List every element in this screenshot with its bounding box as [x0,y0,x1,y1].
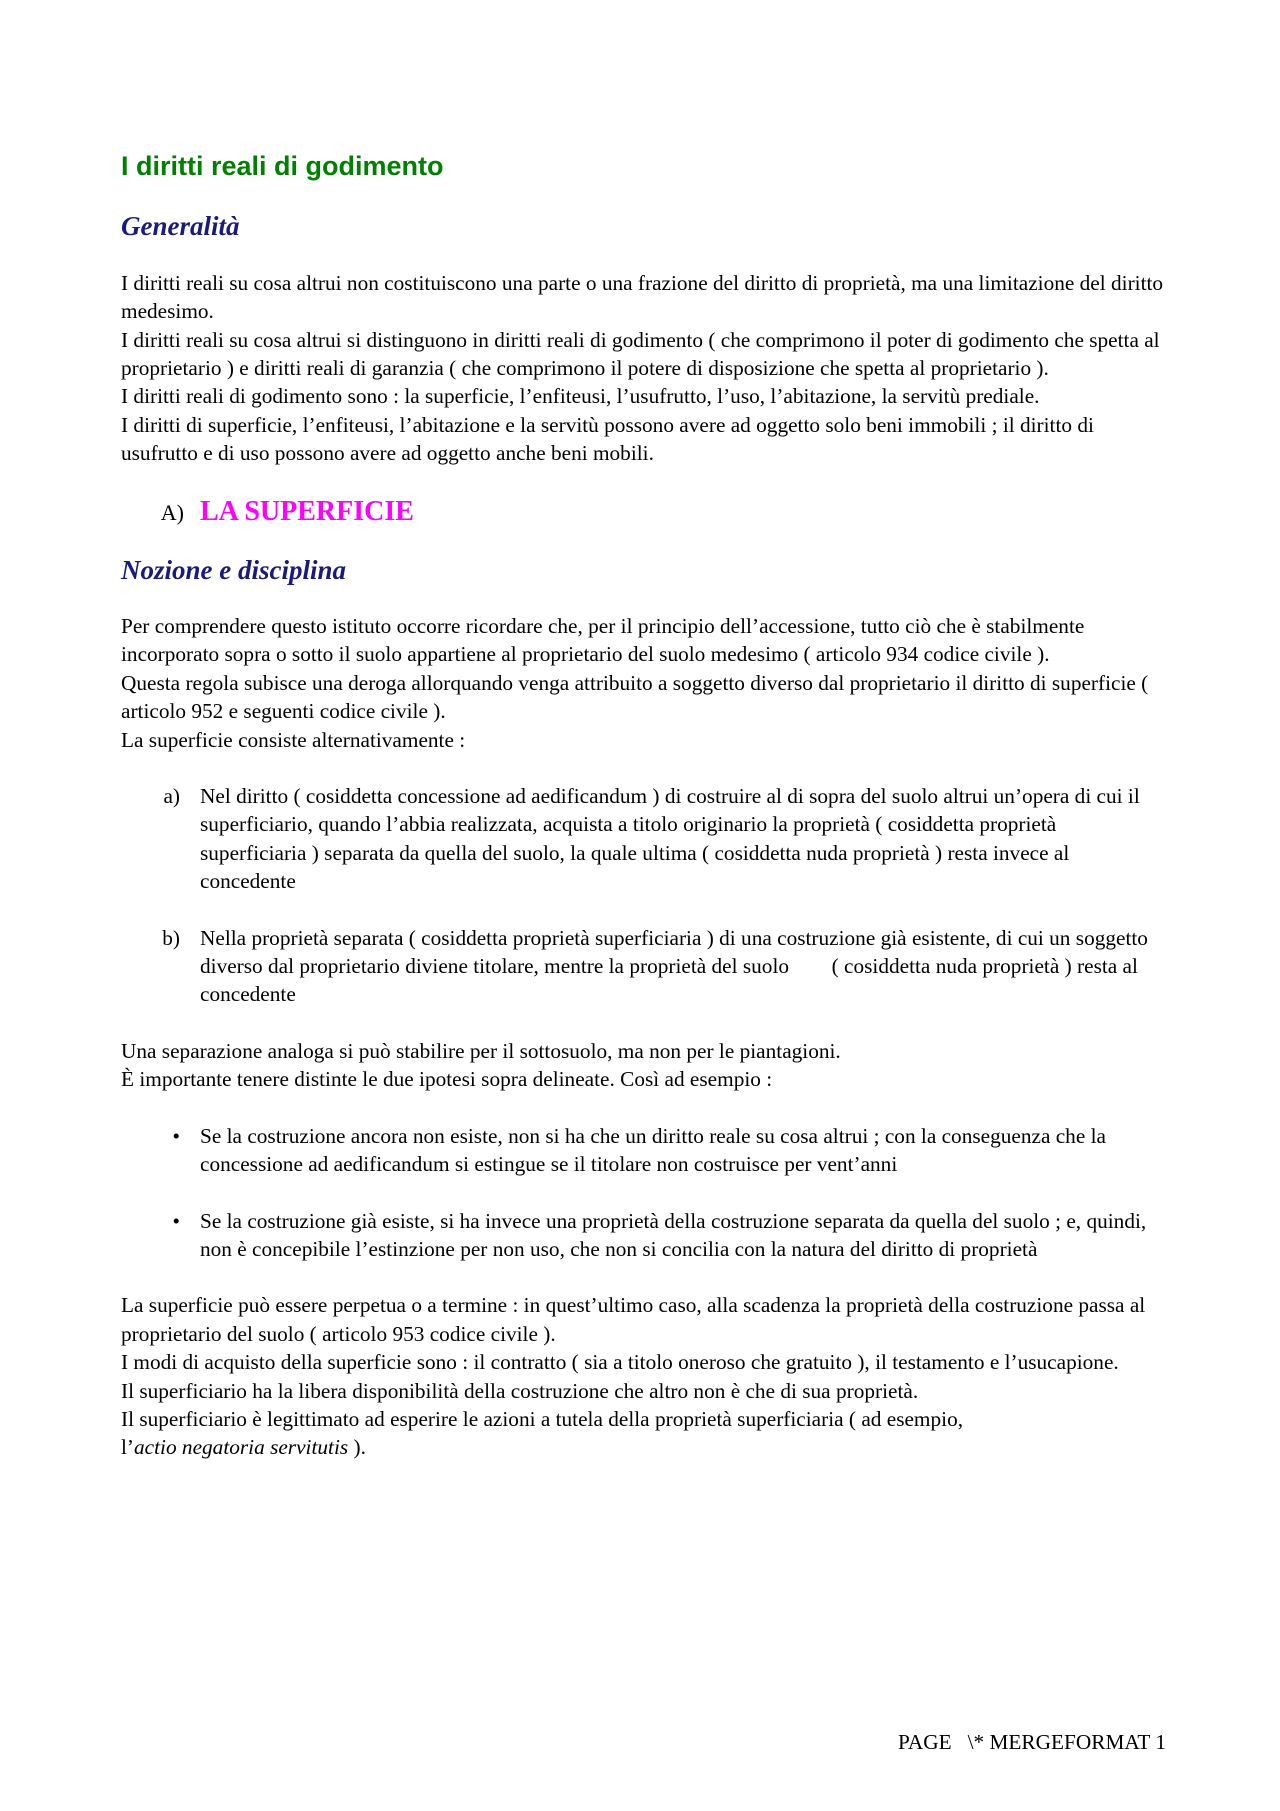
list-item-text: Nella proprietà separata ( cosiddetta proprietà superficiaria ) di una costruzione già esistente, di cui un soggetto diverso dal proprietario diviene titolare, mentre la proprietà del suolo ( cosiddetta nuda proprietà ) resta al concedente [200,925,1154,1007]
italic-latin-term: actio negatoria servitutis [134,1435,349,1460]
paragraph: È importante tenere distinte le due ipotesi sopra delineate. Così ad esempio : [121,1067,773,1092]
section-letter: A) [160,499,184,525]
list-item-text: Se la costruzione ancora non esiste, non si ha che un diritto reale su cosa altrui ; con la conseguenza che la concessione ad aedificandum si estingue se il titolare non costruisce per vent’anni [200,1123,1106,1177]
heading-generalita: Generalità [121,211,240,242]
heading-nozione-disciplina: Nozione e disciplina [121,554,347,585]
paragraph-last-line [121,1433,1166,1461]
bullet-icon: • [172,1208,180,1233]
paragraph: Il superficiario ha la libera disponibilità della costruzione che altro non è che di sua proprietà. [121,1378,919,1403]
section-title: LA SUPERFICIE [200,495,414,527]
paragraph: I diritti reali di godimento sono : la superficie, l’enfiteusi, l’usufrutto, l’uso, l’abitazione, la servitù prediale. [121,384,1040,409]
page-footer-field: PAGE \* MERGEFORMAT 1 [897,1730,1166,1754]
paragraph: Per comprendere questo istituto occorre ricordare che, per il principio dell’accessione, tutto ciò che è stabilmente incorporato sopra o sotto il suolo appartiene al proprietario del suolo medesimo ( articolo 934 codice civile ). [121,614,1085,667]
list-item [121,782,1166,896]
list-item [121,1207,1166,1264]
list-item-text: Nel diritto ( cosiddetta concessione ad aedificandum ) di costruire al di sopra del suolo altrui un’opera di cui il superficiario, quando l’abbia realizzata, acquista a titolo originario la proprietà ( cosiddetta proprietà superficiaria ) separata da quella del suolo, la quale ultima ( cosiddetta nuda proprietà ) resta invece al concedente [200,784,1140,894]
list-item [121,1122,1166,1179]
list-item-text: Se la costruzione già esiste, si ha invece una proprietà della costruzione separata da quella del suolo ; e, quindi, non è concepibile l’estinzione per non uso, che non si concilia con la natura del diritto di proprietà [200,1208,1147,1261]
paragraph: Il superficiario è legittimato ad esperire le azioni a tutela della proprietà superficiaria ( ad esempio, [121,1406,964,1431]
paragraph: La superficie può essere perpetua o a termine : in quest’ultimo caso, alla scadenza la proprietà della costruzione passa al proprietario del suolo ( articolo 953 codice civile ). [121,1293,1146,1346]
paragraph: I modi di acquisto della superficie sono : il contratto ( sia a titolo oneroso che gratuito ), il testamento e l’usucapione. [121,1350,1119,1375]
list-marker: b) [162,925,180,950]
paragraph: Una separazione analoga si può stabilire per il sottosuolo, ma non per le piantagioni. [121,1038,841,1063]
paragraph: I diritti reali su cosa altrui non costituiscono una parte o una frazione del diritto di proprietà, ma una limitazione del diritto medesimo. [121,270,1164,324]
document-title: I diritti reali di godimento [121,151,444,181]
list-item [121,924,1166,1009]
paragraph: I diritti reali su cosa altrui si distinguono in diritti reali di godimento ( che comprimono il poter di godimento che spetta al proprietario ) e diritti reali di garanzia ( che comprimono il potere di disposizione che spetta al proprietario ). [121,327,1160,380]
list-marker: a) [163,784,180,809]
paragraph: I diritti di superficie, l’enfiteusi, l’abitazione e la servitù possono avere ad oggetto solo beni immobili ; il diritto di usufrutto e di uso possono avere ad oggetto anche beni mobili. [121,412,1094,466]
paragraph: La superficie consiste alternativamente : [121,727,466,752]
lettered-list [121,782,1166,1009]
document-page [121,150,1166,1462]
paragraph: Questa regola subisce una deroga allorquando venga attribuito a soggetto diverso dal proprietario il diritto di superficie ( articolo 952 e seguenti codice civile ). [121,670,1149,724]
bullet-list [121,1122,1166,1264]
bullet-icon: • [172,1123,180,1148]
section-heading-superficie [121,496,1166,528]
text-fragment: l’ [121,1435,135,1460]
text-fragment: ). [348,1435,366,1460]
